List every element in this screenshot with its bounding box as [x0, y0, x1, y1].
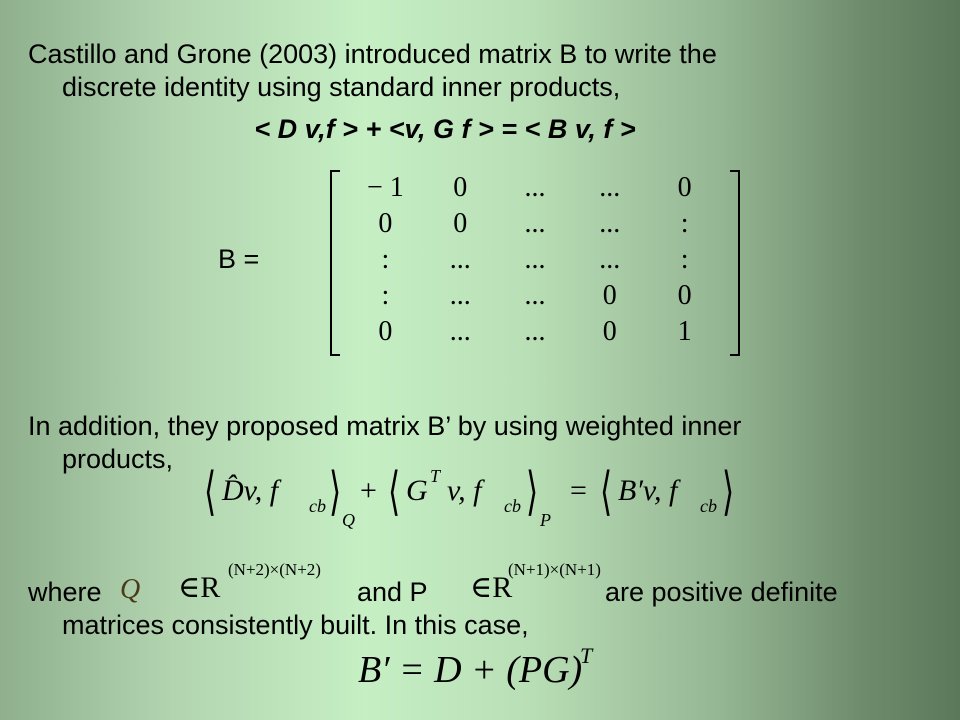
- matrix-row: [348, 242, 722, 278]
- matrix-cell: ...: [449, 244, 471, 275]
- matrix-row: [348, 170, 722, 206]
- element-of-R-1: ∈R: [178, 571, 221, 604]
- discrete-identity: < D v,f > + <v, G f > = < B v, f >: [254, 114, 636, 144]
- intro-line-2: discrete identity using standard inner products,: [62, 72, 621, 102]
- intro-paragraph: [28, 38, 908, 104]
- eq-sub-cb-1: cb: [309, 496, 326, 516]
- final-eq-body: B′ = D + (PG): [358, 649, 583, 691]
- eq-sub-cb-3: cb: [700, 496, 717, 516]
- matrix-row: [348, 206, 722, 242]
- matrix-cell: ...: [449, 316, 471, 347]
- matrix-cell: ...: [524, 172, 546, 203]
- matrix-B: [330, 170, 740, 352]
- addition-line-1: In addition, they proposed matrix B’ by using weighted inner: [28, 411, 742, 441]
- matrix-cell: :: [381, 244, 390, 275]
- eq-sub-P: P: [540, 510, 551, 530]
- matrix-cell: :: [680, 208, 689, 239]
- addition-paragraph: [28, 410, 908, 476]
- eq-term-3: B′v, f: [618, 474, 678, 507]
- right-bracket: [730, 170, 740, 356]
- and-P: and P: [357, 577, 428, 607]
- matrix-cell: ...: [449, 280, 471, 311]
- symbol-Q: Q: [120, 574, 141, 605]
- element-of-R-2: ∈R: [470, 571, 513, 604]
- matrix-cell: 0: [602, 280, 617, 311]
- matrix-cell: ...: [524, 316, 546, 347]
- matrix-cell: ...: [524, 208, 546, 239]
- matrix-cell: :: [680, 244, 689, 275]
- matrix-cell: ...: [524, 280, 546, 311]
- eq-sub-Q: Q: [342, 510, 355, 530]
- matrix-row: [348, 278, 722, 314]
- matrix-cell: 0: [677, 280, 692, 311]
- matrix-cell: :: [381, 280, 390, 311]
- eq-sub-cb-2: cb: [504, 496, 521, 516]
- matrix-cell: 0: [677, 172, 692, 203]
- right-angle-icon: ⟩: [722, 462, 735, 522]
- where-word: where: [28, 577, 102, 607]
- matrix-cell: 0: [453, 172, 468, 203]
- left-angle-icon: ⟨: [600, 462, 613, 522]
- dim-superscript-2: (N+1)×(N+1): [508, 560, 601, 579]
- matrix-cell: 0: [378, 316, 393, 347]
- addition-line-2: products,: [62, 444, 174, 474]
- right-angle-icon: ⟩: [526, 462, 539, 522]
- matrix-cell: ...: [524, 244, 546, 275]
- where-rest: are positive definite: [605, 577, 838, 607]
- eq-term-2b: v, f: [447, 474, 482, 507]
- eq-sup-T: T: [430, 466, 441, 486]
- eq-term-1: D̂v, f: [222, 474, 279, 507]
- matrix-cell: ...: [599, 208, 621, 239]
- where-line-2: matrices consistently built. In this case,: [62, 610, 529, 640]
- dim-superscript-1: (N+2)×(N+2): [228, 560, 321, 579]
- eq-equals: =: [570, 474, 587, 507]
- matrix-cell: 1: [677, 316, 692, 347]
- final-eq-sup: T: [580, 643, 593, 668]
- matrix-cell: 0: [378, 208, 393, 239]
- matrix-cell: − 1: [367, 172, 404, 203]
- left-angle-icon: ⟨: [204, 462, 217, 522]
- intro-line-1: Castillo and Grone (2003) introduced matrix B to write the: [28, 39, 717, 69]
- matrix-label: B =: [218, 244, 260, 274]
- matrix-cell: ...: [599, 172, 621, 203]
- right-angle-icon: ⟩: [329, 462, 342, 522]
- matrix-row: [348, 314, 722, 350]
- matrix-cell: ...: [599, 244, 621, 275]
- matrix-cell: 0: [453, 208, 468, 239]
- left-angle-icon: ⟨: [388, 462, 401, 522]
- left-bracket: [330, 170, 340, 356]
- eq-plus: +: [360, 474, 377, 507]
- eq-term-2: G: [406, 474, 428, 507]
- matrix-cell: 0: [602, 316, 617, 347]
